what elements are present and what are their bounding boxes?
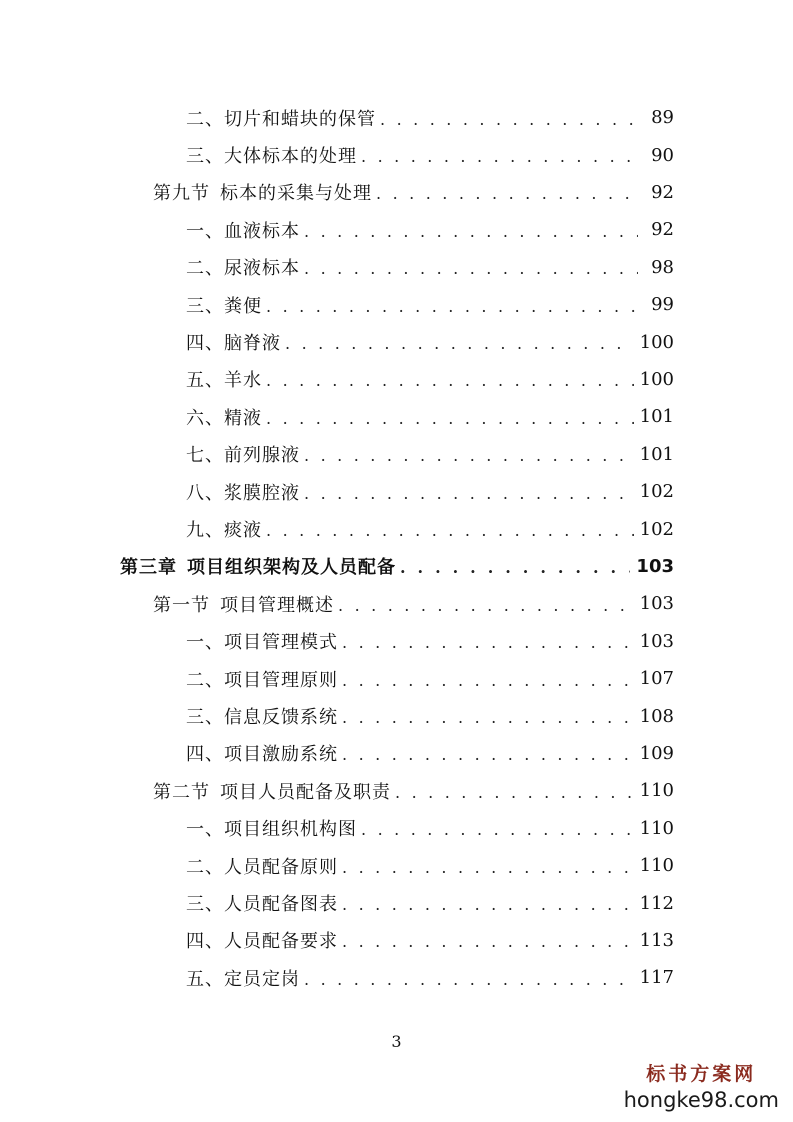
toc-entry-title — [186, 703, 342, 729]
toc-entry-number: 七、 — [186, 445, 224, 467]
toc-leader-dots — [304, 220, 638, 240]
toc-entry-number: 九、 — [186, 520, 224, 542]
toc-entry-title — [153, 179, 376, 205]
toc-entry-title — [186, 815, 361, 841]
toc-entry-title — [186, 366, 266, 392]
toc-entry-title — [186, 927, 342, 953]
toc-entry-text: 人员配备图表 — [224, 894, 338, 916]
toc-entry-page: 101 — [639, 443, 674, 465]
toc-leader-dots — [342, 631, 634, 651]
toc-entry-text: 项目激励系统 — [224, 744, 338, 766]
toc-entry[interactable] — [186, 735, 674, 772]
toc-leader-dots — [342, 669, 634, 689]
toc-entry-title — [153, 778, 395, 804]
toc-entry-page: 112 — [639, 892, 674, 914]
toc-leader-dots — [342, 893, 634, 913]
toc-leader-dots — [361, 818, 634, 838]
toc-entry-title — [186, 853, 342, 879]
toc-entry-title — [186, 890, 342, 916]
toc-entry-page: 90 — [651, 144, 674, 166]
toc-entry-number: 八、 — [186, 482, 224, 504]
toc-entry-number: 四、 — [186, 333, 224, 355]
toc-entry-title — [186, 105, 380, 131]
toc-entry-number: 一、 — [186, 632, 224, 654]
toc-entry-number: 二、 — [186, 669, 224, 691]
toc-entry-title — [186, 329, 285, 355]
toc-entry-text: 羊水 — [224, 370, 262, 392]
toc-leader-dots — [400, 556, 630, 576]
toc-entry-title — [186, 628, 342, 654]
toc-entry-page: 92 — [651, 219, 674, 241]
toc-entry[interactable] — [186, 99, 674, 136]
toc-entry-page: 89 — [651, 107, 674, 129]
toc-entry-page: 98 — [651, 256, 674, 278]
toc-leader-dots — [376, 182, 638, 202]
toc-entry[interactable] — [186, 323, 674, 360]
toc-entry-text: 人员配备原则 — [224, 856, 338, 878]
toc-entry-text: 项目管理概述 — [220, 594, 334, 616]
toc-entry[interactable] — [186, 623, 674, 660]
toc-entry-text: 前列腺液 — [224, 445, 300, 467]
toc-entry-title — [120, 553, 400, 579]
toc-entry-page: 109 — [639, 742, 674, 764]
toc-entry[interactable] — [186, 959, 674, 996]
toc-leader-dots — [285, 332, 634, 352]
toc-entry-title — [186, 740, 342, 766]
toc-leader-dots — [342, 743, 634, 763]
toc-entry-number: 四、 — [186, 744, 224, 766]
toc-leader-dots — [342, 706, 634, 726]
toc-entry-number: 二、 — [186, 856, 224, 878]
toc-entry-text: 精液 — [224, 407, 262, 429]
toc-entry[interactable] — [186, 398, 674, 435]
page-number: 3 — [391, 1032, 402, 1051]
toc-entry[interactable] — [186, 211, 674, 248]
toc-entry-text: 痰液 — [224, 520, 262, 542]
toc-entry-title — [186, 217, 304, 243]
toc-leader-dots — [266, 407, 634, 427]
toc-entry-number: 三、 — [186, 707, 224, 729]
toc-entry-text: 信息反馈系统 — [224, 707, 338, 729]
toc-entry-number: 一、 — [186, 819, 224, 841]
toc-leader-dots — [266, 369, 634, 389]
toc-entry-text: 项目组织机构图 — [224, 819, 357, 841]
toc-entry[interactable] — [186, 697, 674, 734]
toc-entry[interactable] — [186, 473, 674, 510]
toc-leader-dots — [304, 257, 638, 277]
toc-entry-page: 103 — [639, 630, 674, 652]
toc-leader-dots — [304, 968, 634, 988]
toc-entry-number: 六、 — [186, 407, 224, 429]
toc-entry-number: 三、 — [186, 894, 224, 916]
toc-entry-text: 粪便 — [224, 295, 262, 317]
toc-entry-text: 标本的采集与处理 — [220, 183, 372, 205]
toc-entry-text: 项目组织架构及人员配备 — [187, 557, 396, 579]
toc-entry-text: 大体标本的处理 — [224, 146, 357, 168]
toc-entry[interactable] — [186, 286, 674, 323]
toc-entry-title — [186, 666, 342, 692]
toc-leader-dots — [342, 930, 634, 950]
toc-entry-page: 99 — [651, 294, 674, 316]
toc-entry-page: 103 — [639, 593, 674, 615]
toc-entry-number: 五、 — [186, 968, 224, 990]
toc-entry-page: 92 — [651, 181, 674, 203]
toc-entry-title — [186, 254, 304, 280]
toc-leader-dots — [266, 295, 638, 315]
toc-entry-text: 脑脊液 — [224, 333, 281, 355]
toc-entry[interactable] — [186, 922, 674, 959]
toc-entry-page: 110 — [639, 855, 674, 877]
toc-entry-text: 定员定岗 — [224, 968, 300, 990]
toc-entry-text: 人员配备要求 — [224, 931, 338, 953]
toc-entry[interactable] — [120, 548, 674, 585]
toc-leader-dots — [338, 594, 634, 614]
toc-leader-dots — [380, 108, 638, 128]
toc-entry[interactable] — [186, 436, 674, 473]
toc-entry[interactable] — [186, 810, 674, 847]
toc-entry-text: 浆膜腔液 — [224, 482, 300, 504]
toc-entry-number: 三、 — [186, 146, 224, 168]
toc-entry-page: 100 — [639, 368, 674, 390]
toc-entry-page: 117 — [639, 967, 674, 989]
toc-entry-text: 尿液标本 — [224, 258, 300, 280]
toc-entry-page: 108 — [639, 705, 674, 727]
watermark-url: hongke98.com — [623, 1088, 779, 1112]
toc-entry-text: 项目管理原则 — [224, 669, 338, 691]
toc-entry-number: 二、 — [186, 108, 224, 130]
toc-entry-title — [186, 292, 266, 318]
toc-leader-dots — [361, 145, 638, 165]
toc-leader-dots — [342, 856, 634, 876]
toc-entry[interactable] — [186, 660, 674, 697]
toc-entry-page: 107 — [639, 668, 674, 690]
toc-entry-text: 血液标本 — [224, 220, 300, 242]
toc-entry[interactable] — [153, 772, 674, 809]
toc-entry-page: 110 — [639, 780, 674, 802]
toc-entry-page: 103 — [636, 555, 674, 577]
toc-entry-page: 113 — [639, 929, 674, 951]
toc-entry-number: 第一节 — [153, 594, 210, 616]
toc-entry-title — [186, 142, 361, 168]
toc-entry-number: 第三章 — [120, 557, 177, 579]
toc-entry-number: 第二节 — [153, 781, 210, 803]
toc-entry-text: 项目管理模式 — [224, 632, 338, 654]
toc-entry[interactable] — [186, 361, 674, 398]
toc-entry-page: 102 — [639, 518, 674, 540]
toc-entry-page: 102 — [639, 481, 674, 503]
toc-entry-page: 101 — [639, 406, 674, 428]
toc-entry-number: 五、 — [186, 370, 224, 392]
toc-entry-text: 切片和蜡块的保管 — [224, 108, 376, 130]
toc-entry-title — [153, 591, 338, 617]
toc-entry-number: 第九节 — [153, 183, 210, 205]
watermark-name: 标书方案网 — [646, 1063, 757, 1085]
toc-entry[interactable] — [153, 174, 674, 211]
toc-entry-page: 110 — [639, 817, 674, 839]
toc-entry[interactable] — [153, 585, 674, 622]
toc-entry[interactable] — [186, 884, 674, 921]
toc-entry-number: 一、 — [186, 220, 224, 242]
toc-leader-dots — [266, 519, 634, 539]
toc-entry-title — [186, 516, 266, 542]
toc-leader-dots — [304, 444, 634, 464]
toc-leader-dots — [395, 781, 634, 801]
watermark-logo — [624, 1059, 779, 1112]
toc-entry-page: 100 — [639, 331, 674, 353]
toc-entry-title — [186, 404, 266, 430]
toc-entry-title — [186, 965, 304, 991]
toc-entry-number: 三、 — [186, 295, 224, 317]
toc-entry[interactable] — [186, 136, 674, 173]
toc-leader-dots — [304, 482, 634, 502]
toc-entry-title — [186, 479, 304, 505]
toc-entry-text: 项目人员配备及职责 — [220, 781, 391, 803]
toc-entry[interactable] — [186, 510, 674, 547]
toc-entry-title — [186, 441, 304, 467]
toc-entry[interactable] — [186, 249, 674, 286]
toc-entry-number: 四、 — [186, 931, 224, 953]
toc-entry[interactable] — [186, 847, 674, 884]
toc-entry-number: 二、 — [186, 258, 224, 280]
